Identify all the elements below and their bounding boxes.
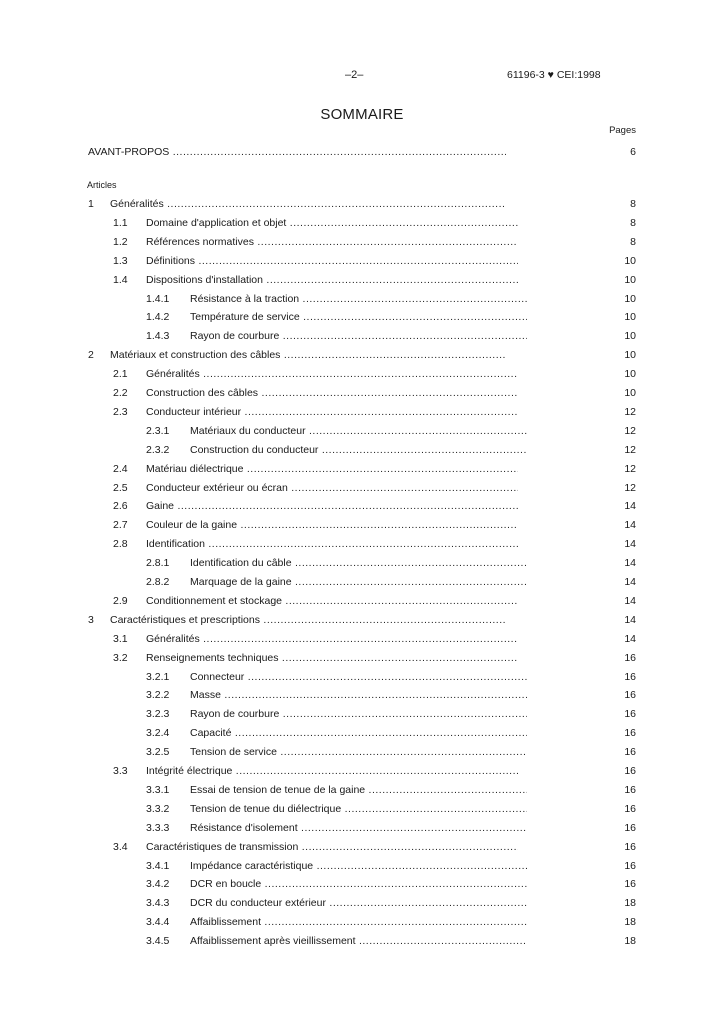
toc-entry-page: 12	[624, 481, 636, 494]
toc-entry[interactable]	[0, 706, 724, 722]
toc-entry-title: Affaiblissement .....	[190, 914, 527, 930]
toc-entry-number: 3.3.3	[146, 821, 170, 834]
toc-entry-title: Tension de service .....	[190, 744, 527, 760]
toc-entry[interactable]	[0, 423, 724, 439]
toc-entry-number: 1.3	[113, 254, 128, 267]
toc-entry-page: 16	[624, 727, 636, 740]
toc-entry[interactable]	[0, 895, 724, 911]
toc-entry-number: 2.7	[113, 519, 128, 532]
toc-entry-title: Affaiblissement après vieillissement .....	[190, 933, 527, 949]
toc-entry-page: 10	[624, 349, 636, 362]
toc-entry-page: 14	[624, 613, 636, 626]
toc-entry-title: Caractéristiques et prescriptions .....	[110, 612, 506, 628]
toc-entry-title: Matériaux et construction des câbles .....	[110, 347, 506, 363]
toc-entry[interactable]	[0, 498, 724, 514]
toc-entry[interactable]	[0, 234, 724, 250]
toc-entry[interactable]	[0, 669, 724, 685]
toc-entry-page: 10	[624, 311, 636, 324]
toc-entry-page: 16	[624, 802, 636, 815]
toc-entry-page: 8	[630, 198, 636, 210]
toc-entry-number: 2.8	[113, 538, 128, 551]
toc-entry-title: Conducteur extérieur ou écran .....	[146, 480, 518, 496]
toc-entry-number: 2.3.1	[146, 424, 170, 437]
toc-entry-number: 2.2	[113, 387, 128, 399]
toc-entry-title: Tension de tenue du diélectrique .....	[190, 801, 527, 817]
toc-entry[interactable]	[0, 480, 724, 496]
toc-entry-title: Température de service .....	[190, 309, 527, 325]
toc-entry-page: 14	[624, 576, 636, 588]
document-reference: 61196-3 ♥ CEI:1998	[507, 69, 601, 81]
toc-entry-page: 6	[630, 146, 636, 158]
toc-entry-title: Références normatives .....	[146, 234, 518, 250]
toc-entry-page: 16	[624, 670, 636, 683]
toc-entry[interactable]	[0, 291, 724, 307]
toc-entry[interactable]	[0, 914, 724, 930]
toc-entry-number: 3.3.1	[146, 783, 170, 796]
toc-entry-number: 2.6	[113, 500, 128, 513]
toc-entry-title: Construction des câbles .....	[146, 385, 518, 401]
toc-entry-number: 1.4.1	[146, 292, 170, 305]
toc-entry-title: DCR du conducteur extérieur .....	[190, 895, 527, 911]
toc-entry-number: 2.4	[113, 462, 128, 475]
toc-entry-number: 1.4	[113, 273, 128, 286]
toc-entry-page: 18	[624, 916, 636, 929]
toc-entry-title: Conditionnement et stockage .....	[146, 593, 518, 609]
toc-entry-number: 1.4.3	[146, 330, 170, 343]
toc-entry-page: 14	[624, 557, 636, 570]
toc-entry-title: Matériau diélectrique .....	[146, 461, 518, 477]
toc-entry[interactable]	[0, 650, 724, 666]
toc-entry-title: Dispositions d'installation .....	[146, 272, 518, 288]
toc-entry[interactable]	[0, 215, 724, 231]
toc-entry-title: Capacité .....	[190, 725, 527, 741]
toc-entry-number: 3.2.2	[146, 689, 170, 702]
toc-entry-title: Marquage de la gaine .....	[190, 574, 527, 590]
page-number: –2–	[345, 69, 364, 81]
toc-entry-title: Masse .....	[190, 687, 527, 703]
toc-entry-number: 2.8.2	[146, 576, 170, 588]
toc-entry-title: Résistance à la traction .....	[190, 291, 527, 307]
toc-entry-title: Identification .....	[146, 536, 518, 552]
toc-entry-page: 10	[624, 273, 636, 286]
toc-entry[interactable]	[0, 366, 724, 382]
toc-entry-title: Impédance caractéristique .....	[190, 858, 527, 874]
toc-entry-number: 1.4.2	[146, 311, 170, 324]
toc-entry-title: Renseignements techniques .....	[146, 650, 518, 666]
toc-entry-number: 3.2	[113, 651, 128, 664]
toc-entry[interactable]	[0, 839, 724, 855]
toc-entry-number: 3.2.5	[146, 746, 170, 759]
toc-entry-page: 14	[624, 594, 636, 607]
toc-entry[interactable]	[0, 782, 724, 798]
toc-entry-number: 3.2.1	[146, 670, 170, 683]
toc-entry-number: 2.3	[113, 405, 128, 418]
toc-entry-title: Intégrité électrique .....	[146, 763, 518, 779]
toc-entry-title: DCR en boucle .....	[190, 876, 527, 892]
toc-entry-number: 3.4.1	[146, 859, 170, 872]
toc-entry-page: 14	[624, 538, 636, 551]
toc-entry[interactable]	[0, 725, 724, 741]
toc-entry-page: 10	[624, 387, 636, 399]
toc-entry-page: 16	[624, 708, 636, 721]
toc-entry-title: Caractéristiques de transmission .....	[146, 839, 518, 855]
toc-entry-number: 1.1	[113, 216, 128, 229]
toc-entry[interactable]	[0, 687, 724, 703]
toc-entry-number: 3.1	[113, 632, 128, 645]
toc-entry[interactable]	[0, 309, 724, 325]
toc-entry[interactable]	[0, 253, 724, 269]
toc-entry-page: 12	[624, 405, 636, 418]
toc-entry-number: 2.3.2	[146, 443, 170, 456]
toc-entry-title: Domaine d'application et objet .....	[146, 215, 518, 231]
toc-entry-number: 3.4.4	[146, 916, 170, 929]
toc-entry-page: 18	[624, 897, 636, 910]
toc-entry-page: 16	[624, 878, 636, 891]
page-title: SOMMAIRE	[320, 106, 404, 123]
toc-entry[interactable]	[0, 801, 724, 817]
toc-entry-title: Conducteur intérieur .....	[146, 404, 518, 420]
toc-entry-page: 10	[624, 368, 636, 381]
toc-entry[interactable]	[0, 461, 724, 477]
toc-entry-number: 3.4.3	[146, 897, 170, 910]
toc-entry-number: 2	[88, 349, 94, 362]
toc-entry[interactable]	[0, 820, 724, 836]
articles-label: Articles	[87, 180, 117, 190]
toc-entry-page: 16	[624, 651, 636, 664]
toc-entry-title: Matériaux du conducteur .....	[190, 423, 527, 439]
toc-entry-page: 12	[624, 462, 636, 475]
toc-entry[interactable]	[0, 593, 724, 609]
toc-entry[interactable]	[0, 555, 724, 571]
toc-entry-title: Résistance d'isolement .....	[190, 820, 527, 836]
toc-entry[interactable]	[0, 385, 724, 401]
toc-entry-number: 1.2	[113, 235, 128, 248]
toc-entry-number: 1	[88, 198, 94, 210]
toc-entry-number: 3.4.2	[146, 878, 170, 891]
toc-entry[interactable]	[0, 744, 724, 760]
toc-entry-title: Gaine .....	[146, 498, 518, 514]
toc-entry-number: 2.5	[113, 481, 128, 494]
toc-entry-number: 2.9	[113, 594, 128, 607]
toc-entry-number: 3.3	[113, 765, 128, 777]
toc-entry-page: 16	[624, 746, 636, 759]
toc-entry-title: Connecteur .....	[190, 669, 527, 685]
toc-entry-page: 10	[624, 292, 636, 305]
toc-entry-title: Identification du câble .....	[190, 555, 527, 571]
toc-entry-number: 3.2.4	[146, 727, 170, 740]
toc-entry-title: Rayon de courbure .....	[190, 706, 527, 722]
toc-entry-number: 2.1	[113, 368, 128, 381]
toc-entry-page: 16	[624, 859, 636, 872]
toc-entry[interactable]	[0, 517, 724, 533]
toc-entry-page: 14	[624, 632, 636, 645]
toc-entry[interactable]	[0, 328, 724, 344]
toc-entry[interactable]	[0, 631, 724, 647]
toc-entry-page: 12	[624, 443, 636, 456]
pages-column-label: Pages	[609, 125, 636, 136]
toc-entry[interactable]	[0, 858, 724, 874]
toc-entry[interactable]	[0, 442, 724, 458]
toc-entry-title: Généralités .....	[146, 631, 518, 647]
toc-entry-page: 16	[624, 840, 636, 853]
toc-entry-number: 2.8.1	[146, 557, 170, 570]
toc-entry-title: Rayon de courbure .....	[190, 328, 527, 344]
toc-entry-page: 8	[630, 235, 636, 248]
toc-entry-title: AVANT-PROPOS .....	[88, 144, 506, 160]
toc-entry-title: Essai de tension de tenue de la gaine .....	[190, 782, 527, 798]
toc-entry[interactable]	[0, 876, 724, 892]
toc-entry-title: Généralités .....	[110, 196, 506, 212]
toc-entry-page: 16	[624, 783, 636, 796]
toc-entry-number: 3.3.2	[146, 802, 170, 815]
toc-entry[interactable]	[0, 272, 724, 288]
toc-entry-number: 3	[88, 613, 94, 626]
toc-entry-page: 14	[624, 500, 636, 513]
toc-entry-page: 10	[624, 330, 636, 343]
toc-entry-title: Définitions .....	[146, 253, 518, 269]
toc-entry-title: Construction du conducteur .....	[190, 442, 527, 458]
toc-entry-page: 10	[624, 254, 636, 267]
toc-entry-number: 3.4	[113, 840, 128, 853]
toc-entry-page: 14	[624, 519, 636, 532]
toc-entry[interactable]	[0, 196, 724, 212]
toc-entry[interactable]	[0, 763, 724, 779]
toc-entry[interactable]	[0, 574, 724, 590]
toc-entry[interactable]	[0, 933, 724, 949]
toc-entry[interactable]	[0, 612, 724, 628]
toc-entry-page: 16	[624, 765, 636, 777]
toc-entry-number: 3.4.5	[146, 935, 170, 948]
toc-entry[interactable]	[0, 347, 724, 363]
toc-entry[interactable]	[0, 536, 724, 552]
toc-entry-page: 16	[624, 689, 636, 702]
toc-entry-page: 12	[624, 424, 636, 437]
toc-entry[interactable]	[0, 404, 724, 420]
toc-entry-title: Couleur de la gaine .....	[146, 517, 518, 533]
toc-entry-page: 18	[624, 935, 636, 948]
toc-entry-page: 8	[630, 216, 636, 229]
toc-entry-title: Généralités .....	[146, 366, 518, 382]
toc-entry-number: 3.2.3	[146, 708, 170, 721]
toc-entry-page: 16	[624, 821, 636, 834]
